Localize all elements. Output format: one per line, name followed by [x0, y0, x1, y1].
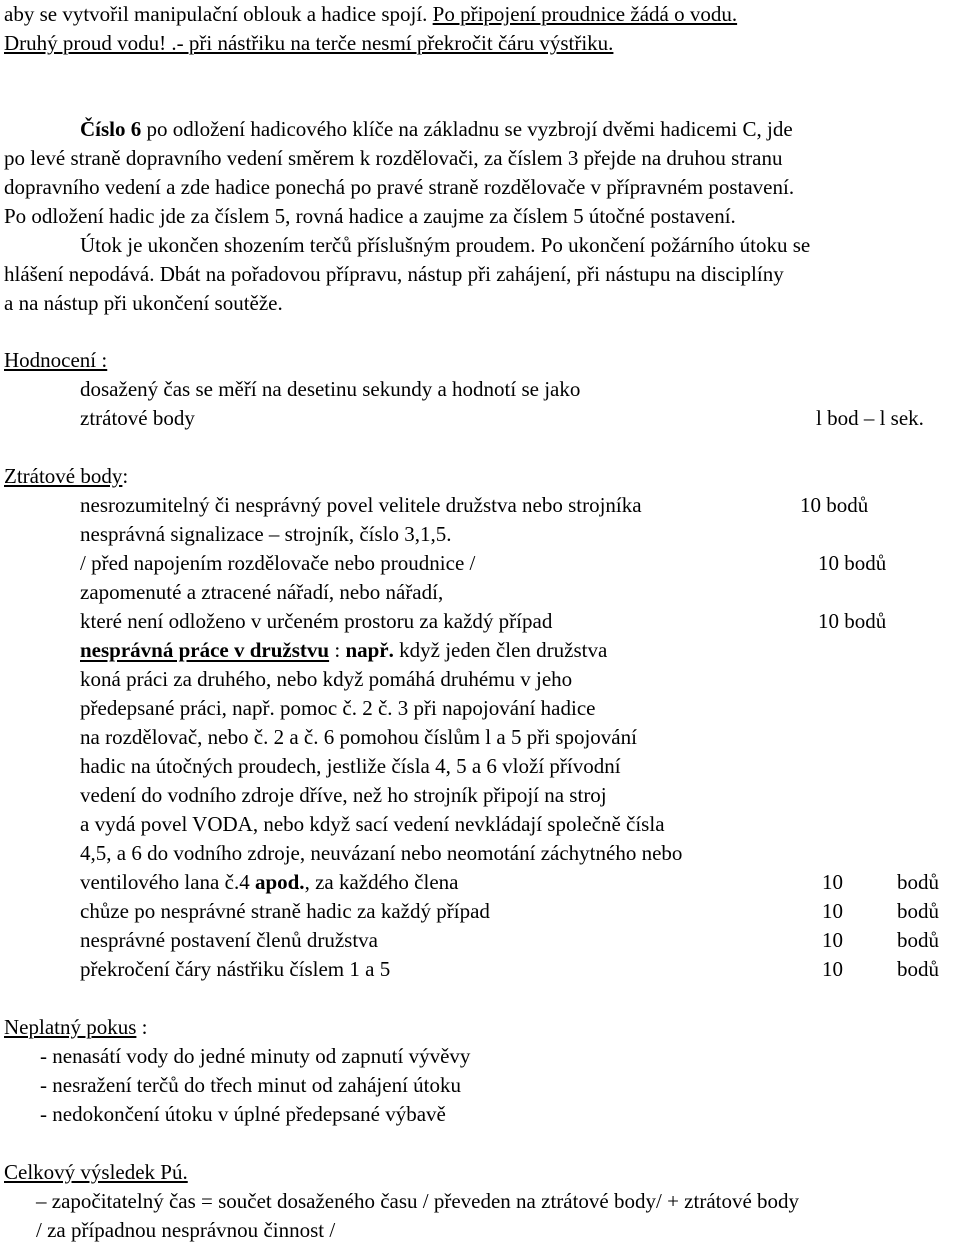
ztratove-row-15-points-word: bodů	[897, 899, 939, 923]
bold-text: Číslo 6	[80, 117, 142, 141]
ztratove-row-17: překročení čáry nástřiku číslem 1 a 5	[80, 957, 391, 981]
heading-colon: :	[136, 1015, 148, 1039]
ztratove-heading	[4, 462, 128, 491]
ztratove-row-15: chůze po nesprávné straně hadic za každý případ	[80, 899, 490, 923]
intro-line-7: a na nástup při ukončení soutěže.	[4, 291, 283, 315]
neplatny-item-3: - nedokončení útoku v úplné předepsané výbavě	[40, 1102, 446, 1126]
celkovy-line-2: / za případnou nesprávnou činnost /	[36, 1218, 336, 1242]
ztratove-row-17-points-word: bodů	[897, 957, 939, 981]
ztratove-row-12: a vydá povel VODA, nebo když sací vedení nevkládají společně čísla	[80, 812, 665, 836]
ztratove-row-15-points-num: 10	[822, 899, 843, 923]
neplatny-item-2: - nesražení terčů do třech minut od zahájení útoku	[40, 1073, 462, 1097]
celkovy-heading: Celkový výsledek Pú.	[4, 1160, 188, 1184]
ztratove-row-1-points: 10 bodů	[800, 493, 869, 517]
celkovy-line-1: – započitatelný čas = součet dosaženého času / převeden na ztrátové body/ + ztrátové body	[36, 1189, 800, 1213]
ztratove-row-14	[80, 868, 458, 897]
ztratove-row-1: nesrozumitelný či nesprávný povel velitele družstva nebo strojníka	[80, 493, 642, 517]
neplatny-heading	[4, 1013, 148, 1042]
heading-text: Neplatný pokus	[4, 1015, 137, 1039]
ztratove-row-14-points-num: 10	[822, 870, 843, 894]
hodnoceni-heading: Hodnocení :	[4, 348, 108, 372]
text-segment: ventilového lana č.4	[80, 870, 255, 894]
ztratove-row-5-points: 10 bodů	[818, 609, 887, 633]
underlined-text: Po připojení proudnice žádá o vodu.	[432, 2, 738, 26]
intro-line-6: hlášení nepodává. Dbát na pořadovou přípravu, nástup při zahájení, při nástupu na disciplíny	[4, 262, 784, 286]
intro-line-2: po levé straně dopravního vedení směrem k rozdělovači, za číslem 3 přejde na druhou stranu	[4, 146, 783, 170]
ztratove-row-8: předepsané práci, např. pomoc č. 2 č. 3 při napojování hadice	[80, 696, 596, 720]
text-segment: :	[329, 638, 346, 662]
ztratove-row-3: / před napojením rozdělovače nebo proudnice /	[80, 551, 476, 575]
ztratove-row-11: vedení do vodního zdroje dříve, než ho strojník připojí na stroj	[80, 783, 607, 807]
ztratove-row-14-points-word: bodů	[897, 870, 939, 894]
hodnoceni-line-1: dosažený čas se měří na desetinu sekundy a hodnotí se jako	[80, 377, 581, 401]
top-line-1	[4, 0, 737, 29]
heading-text: Ztrátové body	[4, 464, 123, 488]
ztratove-row-9: na rozdělovač, nebo č. 2 a č. 6 pomohou číslům l a 5 při spojování	[80, 725, 637, 749]
ztratove-row-4: zapomenuté a ztracené nářadí, nebo nářadí,	[80, 580, 444, 604]
bold-text: apod.	[254, 870, 305, 894]
ztratove-row-5: které není odloženo v určeném prostoru za každý případ	[80, 609, 553, 633]
ztratove-row-6	[80, 636, 607, 665]
heading-colon: :	[122, 464, 129, 488]
text-segment: aby se vytvořil manipulační oblouk a hadice spojí.	[4, 2, 428, 26]
bold-text: např.	[345, 638, 394, 662]
intro-line-3: dopravního vedení a zde hadice ponechá po pravé straně rozdělovače v přípravném postavení.	[4, 175, 795, 199]
intro-line-5: Útok je ukončen shozením terčů příslušným proudem. Po ukončení požárního útoku se	[80, 233, 811, 257]
ztratove-row-10: hadic na útočných proudech, jestliže čísla 4, 5 a 6 vloží přívodní	[80, 754, 621, 778]
text-segment: když jeden člen družstva	[393, 638, 608, 662]
ztratove-row-3-points: 10 bodů	[818, 551, 887, 575]
text-segment: , za každého člena	[304, 870, 459, 894]
intro-line-4: Po odložení hadic jde za číslem 5, rovná hadice a zaujme za číslem 5 útočné postavení.	[4, 204, 736, 228]
hodnoceni-line-2: ztrátové body	[80, 406, 195, 430]
ztratove-row-13: 4,5, a 6 do vodního zdroje, neuvázaní nebo neomotání záchytného nebo	[80, 841, 683, 865]
bold-underlined-text: nesprávná práce v družstvu	[80, 638, 330, 662]
top-line-2: Druhý proud vodu! .- při nástřiku na terče nesmí překročit čáru výstřiku.	[4, 31, 614, 55]
intro-line-1	[80, 115, 793, 144]
text-segment: po odložení hadicového klíče na základnu se vyzbrojí dvěmi hadicemi C, jde	[146, 117, 793, 141]
ztratove-row-7: koná práci za druhého, nebo když pomáhá druhému v jeho	[80, 667, 573, 691]
neplatny-item-1: - nenasátí vody do jedné minuty od zapnutí vývěvy	[40, 1044, 471, 1068]
ztratove-row-2: nesprávná signalizace – strojník, číslo 3,1,5.	[80, 522, 452, 546]
ztratove-row-16: nesprávné postavení členů družstva	[80, 928, 378, 952]
ztratove-row-17-points-num: 10	[822, 957, 843, 981]
ztratove-row-16-points-num: 10	[822, 928, 843, 952]
hodnoceni-value: l bod – l sek.	[816, 406, 924, 430]
ztratove-row-16-points-word: bodů	[897, 928, 939, 952]
